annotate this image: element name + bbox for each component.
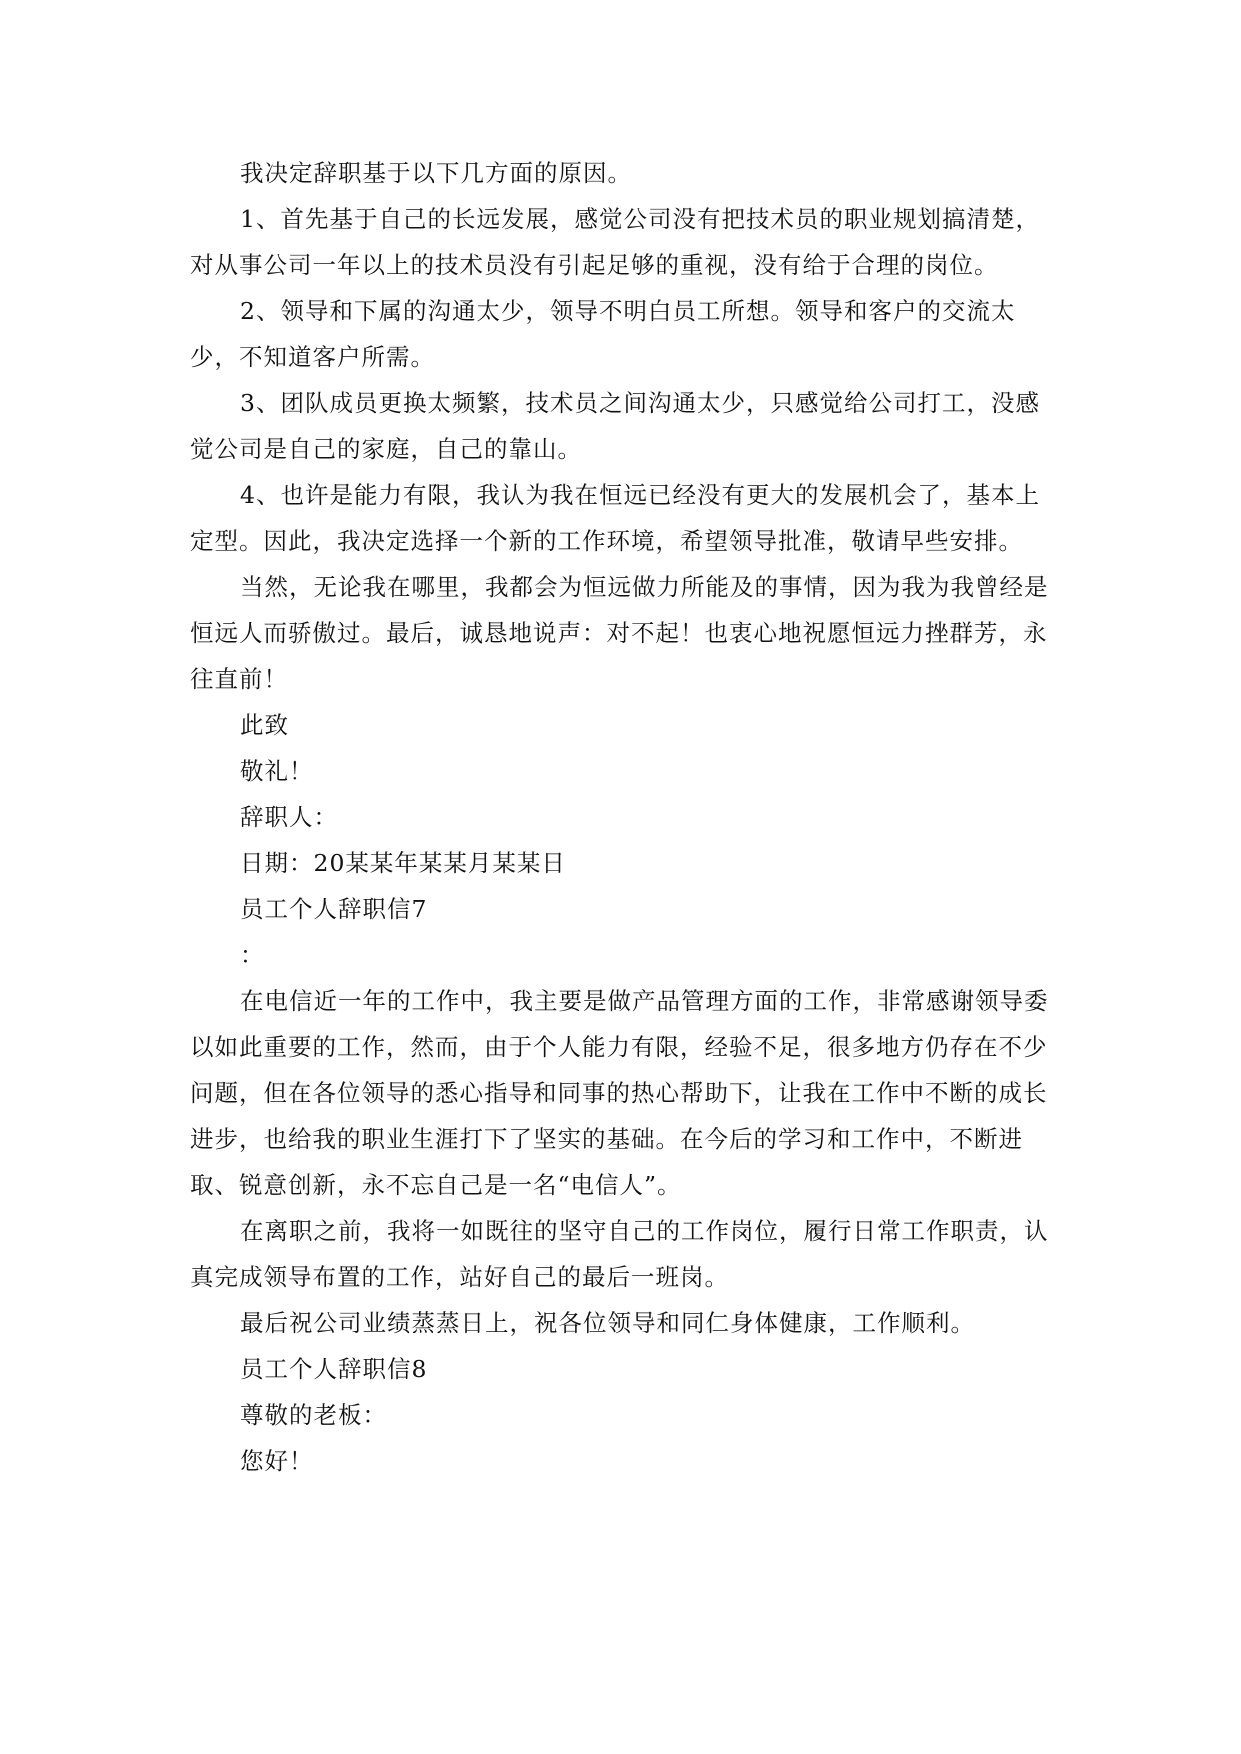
section-heading-7: 员工个人辞职信7	[240, 895, 428, 923]
greeting-boss: 尊敬的老板：	[240, 1401, 387, 1429]
greeting-hello: 您好！	[240, 1447, 314, 1475]
paragraph-reason-1: 1、首先基于自己的长远发展，感觉公司没有把技术员的职业规划搞清楚，对从事公司一年以上的技术员没有引起足够的重视，没有给于合理的岗位。	[190, 205, 1040, 279]
paragraph-reason-4: 4、也许是能力有限，我认为我在恒远已经没有更大的发展机会了，基本上定型。因此，我决定选择一个新的工作环境，希望领导批准，敬请早些安排。	[190, 481, 1040, 555]
signature-label: 辞职人：	[240, 803, 338, 831]
paragraph-closing: 当然，无论我在哪里，我都会为恒远做力所能及的事情，因为我为我曾经是恒远人而骄傲过。最后，诚恳地说声：对不起！也衷心地祝愿恒远力挫群芳，永往直前！	[190, 573, 1049, 693]
paragraph-reason-3: 3、团队成员更换太频繁，技术员之间沟通太少，只感觉给公司打工，没感觉公司是自己的家庭，自己的靠山。	[190, 389, 1040, 463]
paragraph-best-wishes: 最后祝公司业绩蒸蒸日上，祝各位领导和同仁身体健康，工作顺利。	[240, 1309, 975, 1337]
salutation-jingli: 敬礼！	[240, 757, 314, 785]
paragraph-intro: 我决定辞职基于以下几方面的原因。	[240, 159, 632, 187]
date-line: 日期：20某某年某某月某某日	[240, 849, 566, 877]
section-heading-8: 员工个人辞职信8	[240, 1355, 428, 1383]
salutation-cizhi: 此致	[240, 711, 289, 739]
paragraph-telecom-work: 在电信近一年的工作中，我主要是做产品管理方面的工作，非常感谢领导委以如此重要的工作，然而，由于个人能力有限，经验不足，很多地方仍存在不少问题，但在各位领导的悉心指导和同事的热心帮助下，让我在工作中不断的成长进步，也给我的职业生涯打下了坚实的基础。在今后的学习和工作中，不断进取、锐意创新，永不忘自己是一名“电信人”。	[190, 987, 1049, 1199]
paragraph-reason-2: 2、领导和下属的沟通太少，领导不明白员工所想。领导和客户的交流太少，不知道客户所需。	[190, 297, 1016, 371]
paragraph-before-leaving: 在离职之前，我将一如既往的坚守自己的工作岗位，履行日常工作职责，认真完成领导布置的工作，站好自己的最后一班岗。	[190, 1217, 1049, 1291]
document-body	[190, 150, 1050, 1484]
addressee-colon: ：	[240, 941, 265, 969]
